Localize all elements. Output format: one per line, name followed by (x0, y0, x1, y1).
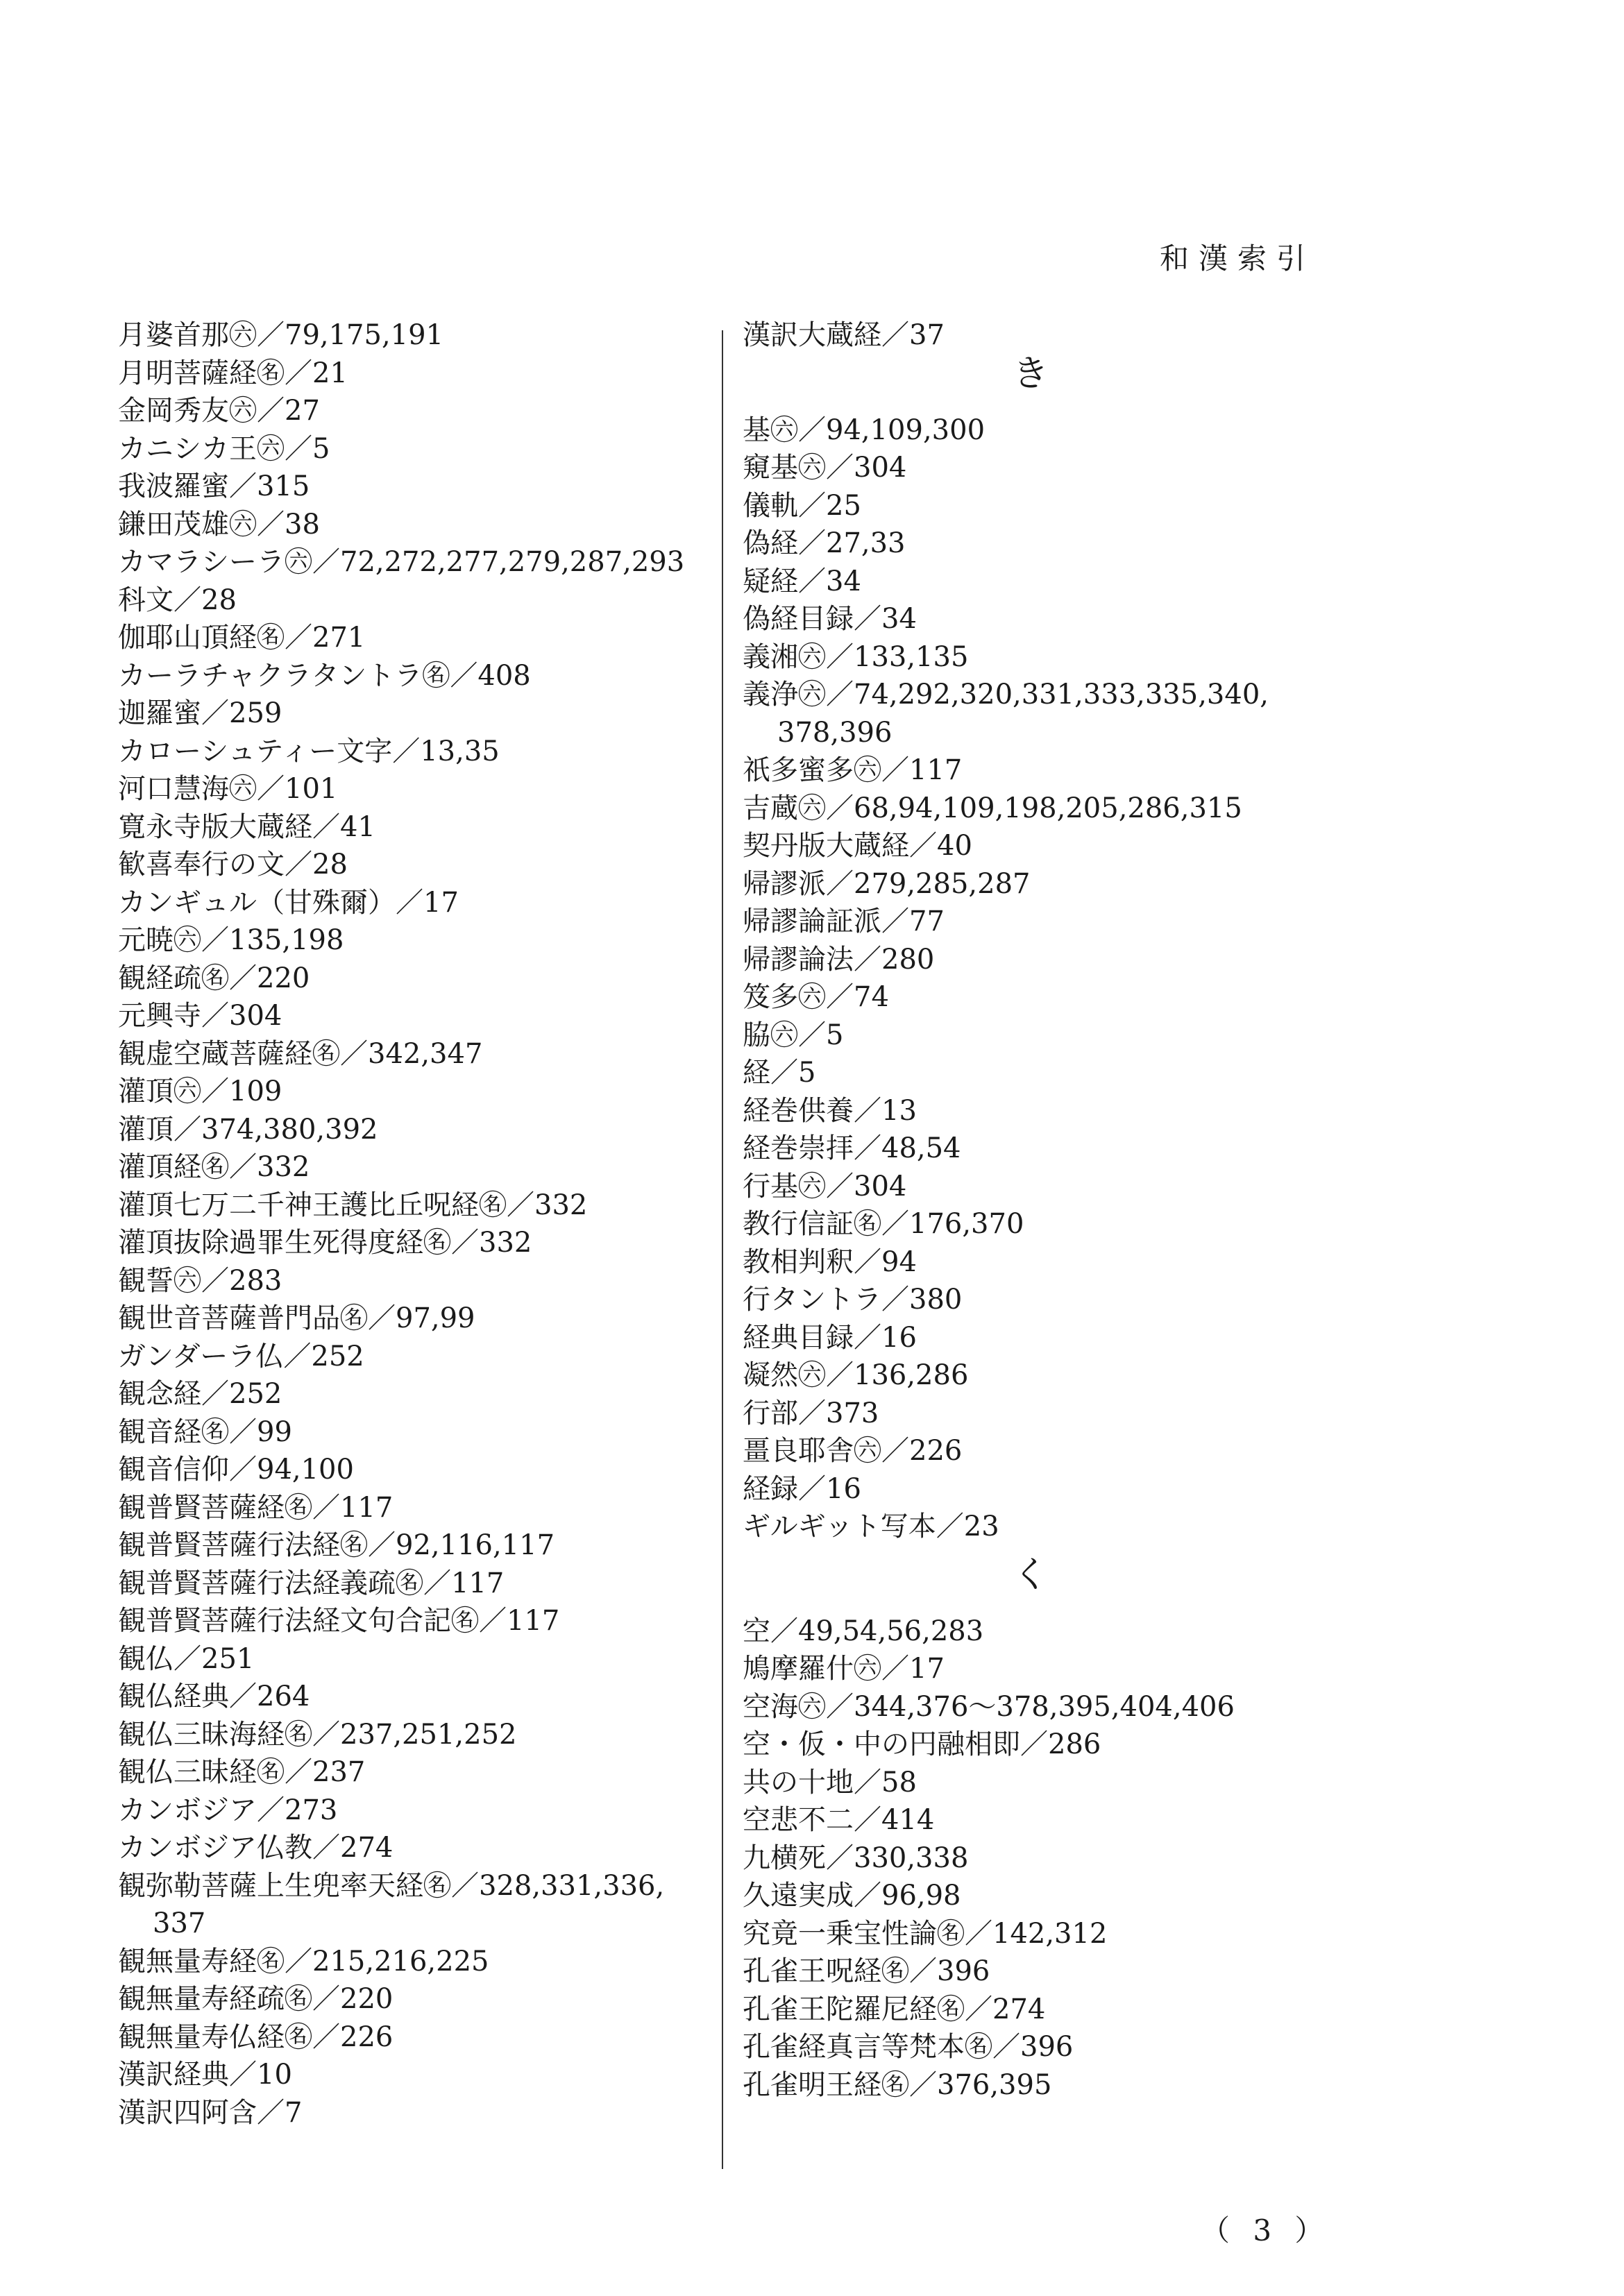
index-entry: 偽経目録／34 (743, 603, 917, 635)
index-entry: 漢訳四阿含／7 (118, 2096, 303, 2129)
index-entry: ガンダーラ仏／252 (118, 1340, 364, 1372)
index-entry: 経巻崇拝／48,54 (743, 1132, 961, 1164)
index-entry: 契丹版大蔵経／40 (743, 830, 972, 862)
index-entry: 月婆首那㊅／79,175,191 (118, 319, 444, 351)
index-entry: 行タントラ／380 (743, 1284, 963, 1316)
index-entry: 観普賢菩薩行法経義疏㊔／117 (118, 1567, 505, 1599)
index-entry: 観無量寿経㊔／215,216,225 (118, 1945, 489, 1978)
index-entry: 観普賢菩薩行法経文句合記㊔／117 (118, 1605, 560, 1637)
index-entry: 偽経／27,33 (743, 527, 906, 559)
index-entry: 伽耶山頂経㊔／271 (118, 622, 366, 654)
index-entry: 経／5 (743, 1057, 816, 1089)
index-entry: 観無量寿経疏㊔／220 (118, 1983, 394, 2015)
index-entry: 観無量寿仏経㊔／226 (118, 2021, 394, 2053)
index-entry: 帰謬派／279,285,287 (743, 867, 1031, 900)
index-entry: 観虚空蔵菩薩経㊔／342,347 (118, 1037, 483, 1070)
index-entry: 灌頂抜除過罪生死得度経㊔／332 (118, 1227, 532, 1259)
index-entry: 観仏三昧経㊔／237 (118, 1756, 366, 1788)
index-entry: 灌頂経㊔／332 (118, 1151, 310, 1183)
index-entry: 行部／373 (743, 1397, 879, 1429)
index-entry: 観仏経典／264 (118, 1681, 310, 1712)
index-entry: 観仏／251 (118, 1642, 255, 1675)
index-entry: 久遠実成／96,98 (743, 1880, 961, 1912)
index-entry: 観誓㊅／283 (118, 1264, 282, 1297)
index-entry: 教相判釈／94 (743, 1245, 917, 1278)
index-entry: カマラシーラ㊅／72,272,277,279,287,293 (118, 546, 685, 578)
index-entry: 儀軌／25 (743, 489, 861, 522)
index-entry: 我波羅蜜／315 (118, 470, 310, 502)
index-entry: 元興寺／304 (118, 1000, 282, 1032)
index-entry: 祇多蜜多㊅／117 (743, 754, 963, 786)
index-entry: 凝然㊅／136,286 (743, 1359, 969, 1391)
index-entry: カローシュティー文字／13,35 (118, 735, 500, 767)
index-entry: カンボジア／273 (118, 1794, 338, 1826)
index-entry: 経巻供養／13 (743, 1094, 917, 1127)
index-entry: 鳩摩羅什㊅／17 (743, 1653, 945, 1685)
index-entry: 帰謬論証派／77 (743, 905, 945, 937)
index-entry: 経録／16 (743, 1472, 861, 1505)
index-entry: 笈多㊅／74 (743, 981, 889, 1013)
index-entry: 灌頂㊅／109 (118, 1075, 282, 1107)
index-entry: 観念経／252 (118, 1378, 282, 1410)
index-entry: カンボジア仏教／274 (118, 1832, 394, 1864)
index-entry: 窺基㊅／304 (743, 452, 907, 484)
index-entry: 元暁㊅／135,198 (118, 924, 344, 956)
index-entry: 義湘㊅／133,135 (743, 640, 969, 673)
index-entry: 脇㊅／5 (743, 1019, 844, 1051)
index-entry: 孔雀王陀羅尼経㊔／274 (743, 1993, 1046, 2025)
left-index-column (118, 316, 729, 2132)
index-entry: 観普賢菩薩行法経㊔／92,116,117 (118, 1529, 555, 1561)
index-entry: 疑経／34 (743, 565, 861, 597)
index-entry: 空悲不二／414 (743, 1804, 935, 1836)
index-entry: 行基㊅／304 (743, 1170, 907, 1202)
index-entry: 河口慧海㊅／101 (118, 773, 338, 805)
index-entry: 観仏三昧海経㊔／237,251,252 (118, 1718, 517, 1751)
index-entry: 寛永寺版大蔵経／41 (118, 810, 375, 843)
index-entry: 孔雀経真言等梵本㊔／396 (743, 2031, 1074, 2063)
index-entry: 金岡秀友㊅／27 (118, 395, 320, 427)
index-entry: 経典目録／16 (743, 1321, 917, 1354)
index-entry: 帰謬論法／280 (743, 943, 935, 976)
index-entry: 畺良耶舎㊅／226 (743, 1435, 963, 1467)
index-entry: 鎌田茂雄㊅／38 (118, 508, 320, 541)
index-entry: 観音信仰／94,100 (118, 1454, 354, 1486)
index-entry: 観弥勒菩薩上生兜率天経㊔／328,331,336, (118, 1869, 665, 1902)
index-entry: カーラチャクラタントラ㊔／408 (118, 659, 531, 692)
index-entry: 義浄㊅／74,292,320,331,333,335,340, (743, 679, 1269, 711)
section-heading-ki: き (1012, 352, 1049, 395)
index-entry: 迦羅蜜／259 (118, 697, 282, 729)
index-entry: 孔雀明王経㊔／376,395 (743, 2068, 1052, 2101)
index-entry: 空／49,54,56,283 (743, 1615, 984, 1647)
index-entry: 観普賢菩薩経㊔／117 (118, 1491, 394, 1524)
index-entry: 孔雀王呪経㊔／396 (743, 1955, 990, 1987)
index-entry: 基㊅／94,109,300 (743, 414, 986, 446)
index-entry: 究竟一乗宝性論㊔／142,312 (743, 1917, 1108, 1950)
right-index-column (743, 316, 1319, 2104)
section-heading-ku: く (1012, 1554, 1049, 1596)
column-divider (722, 330, 723, 2169)
index-entry: 空海㊅／344,376～378,395,404,406 (743, 1690, 1235, 1723)
index-entry: カニシカ王㊅／5 (118, 432, 330, 465)
index-entry-continuation: 378,396 (777, 716, 893, 749)
index-entry: 歓喜奉行の文／28 (118, 849, 348, 881)
index-entry-continuation: 337 (153, 1907, 206, 1939)
index-entry: 空・仮・中の円融相即／286 (743, 1728, 1101, 1760)
page-number: （ 3 ） (1201, 2213, 1331, 2247)
index-entry: 観世音菩薩普門品㊔／97,99 (118, 1302, 475, 1334)
index-entry: ギルギット写本／23 (743, 1511, 999, 1542)
index-entry: カンギュル（甘殊爾）／17 (118, 886, 459, 919)
index-entry: 灌頂／374,380,392 (118, 1113, 378, 1146)
index-entry: 共の十地／58 (743, 1766, 917, 1798)
index-entry: 漢訳大蔵経／37 (743, 319, 945, 351)
index-entry: 教行信証㊔／176,370 (743, 1208, 1024, 1240)
index-entry: 吉蔵㊅／68,94,109,198,205,286,315 (743, 792, 1242, 824)
index-entry: 観経疏㊔／220 (118, 962, 310, 994)
index-entry: 科文／28 (118, 584, 237, 616)
index-entry: 漢訳経典／10 (118, 2059, 292, 2091)
index-entry: 灌頂七万二千神王護比丘呪経㊔／332 (118, 1189, 588, 1221)
index-entry: 観音経㊔／99 (118, 1415, 292, 1448)
index-entry: 九横死／330,338 (743, 1842, 969, 1874)
running-header: 和漢索引 (1159, 241, 1315, 275)
index-entry: 月明菩薩経㊔／21 (118, 357, 348, 389)
